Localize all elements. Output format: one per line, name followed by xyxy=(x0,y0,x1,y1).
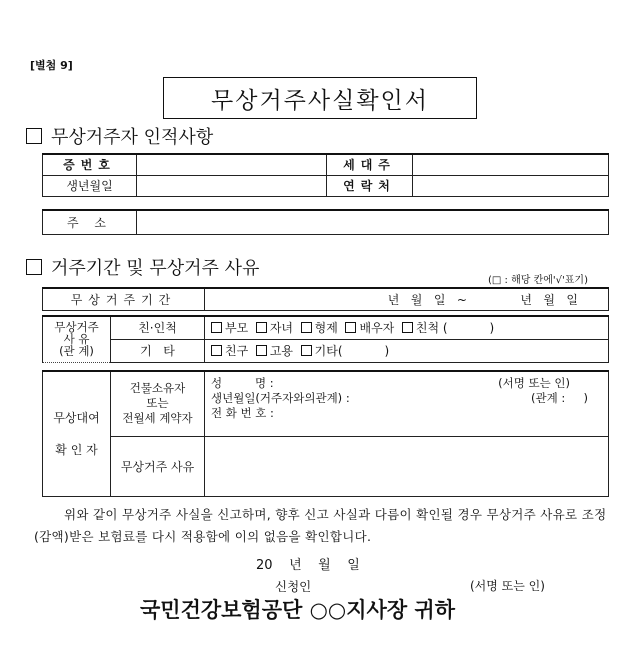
owner-info xyxy=(205,371,609,436)
contact-field[interactable] xyxy=(413,175,609,196)
personal-info-table xyxy=(42,153,609,197)
option-other: 기타( ) xyxy=(314,344,390,358)
confirmer-label-line2: 확 인 자 xyxy=(55,442,98,457)
id-number-field[interactable] xyxy=(137,154,327,175)
option-parents: 부모 xyxy=(225,321,249,336)
checkbox-icon xyxy=(26,259,42,275)
birth-date-label: 생년월일 xyxy=(43,175,137,196)
applicant-sign: (서명 또는 인) xyxy=(470,579,545,593)
option-siblings: 형제 xyxy=(314,321,338,336)
reason-label-line1: 무상거주 xyxy=(54,320,99,335)
option-friend: 친구 xyxy=(225,344,249,358)
option-spouse: 배우자 xyxy=(359,321,395,336)
date-line[interactable]: 20 년 월 일 xyxy=(256,558,360,573)
period-label: 무상거주기간 xyxy=(43,288,205,310)
declaration-text: 위와 같이 무상거주 사실을 신고하며, 향후 신고 사실과 다름이 확인될 경우 무상거주 사유로 조정(감액)받은 보험료를 다시 적용함에 이의 없음을 확인합니다. xyxy=(34,507,607,544)
checkbox-children[interactable] xyxy=(256,322,267,333)
birth-relation-line[interactable]: 생년월일(거주자와의관계) : xyxy=(211,391,350,405)
address-label: 주 소 xyxy=(43,210,137,234)
household-head-field[interactable] xyxy=(413,154,609,175)
checkbox-other[interactable] xyxy=(301,345,312,356)
reason-label xyxy=(43,316,111,362)
confirmer-label-line1: 무상대여 xyxy=(53,410,100,425)
checkbox-spouse[interactable] xyxy=(345,322,356,333)
applicant-label: 신청인 xyxy=(275,579,312,594)
marking-note: (□ : 해당 칸에'√'표기) xyxy=(488,275,588,286)
name-line[interactable]: 성 명 : xyxy=(211,376,274,390)
checkbox-siblings[interactable] xyxy=(301,322,312,333)
checkbox-friend[interactable] xyxy=(211,345,222,356)
confirmer-label xyxy=(43,371,111,496)
checkbox-icon xyxy=(26,128,42,144)
other-label: 기 타 xyxy=(111,339,205,362)
document-title: 무상거주사실확인서 xyxy=(163,77,477,119)
form-label: [별첨 9] xyxy=(30,59,73,72)
option-children: 자녀 xyxy=(269,321,294,336)
recipient-line: 국민건강보험공단 ○○지사장 귀하 xyxy=(140,597,455,622)
owner-label-line3: 전월세 계약자 xyxy=(122,411,193,426)
free-reason-field[interactable] xyxy=(205,436,609,496)
free-reason-label: 무상거주 사유 xyxy=(111,436,205,496)
reason-label-line2: 사 유 xyxy=(63,332,90,347)
sign-line: (서명 또는 인) xyxy=(498,376,570,390)
section-title: 거주기간 및 무상거주 사유 xyxy=(51,258,260,279)
relatives-options xyxy=(205,316,609,339)
confirmer-table xyxy=(42,370,609,497)
period-table xyxy=(42,287,609,311)
address-field[interactable] xyxy=(137,210,609,234)
section-heading-personal xyxy=(26,123,213,149)
checkbox-relative[interactable] xyxy=(402,322,413,333)
reason-table xyxy=(42,315,609,363)
address-table xyxy=(42,209,609,235)
checkbox-parents[interactable] xyxy=(211,322,222,333)
option-employment: 고용 xyxy=(269,344,294,358)
reason-label-line3: (관 계) xyxy=(59,344,94,359)
household-head-label: 세대주 xyxy=(327,154,413,175)
checkbox-employment[interactable] xyxy=(256,345,267,356)
owner-label-line2: 또는 xyxy=(146,396,169,411)
relation-line: (관계 : ) xyxy=(531,391,588,405)
contact-label: 연락처 xyxy=(327,175,413,196)
option-relative: 친척 ( ) xyxy=(415,321,495,336)
id-number-label: 증번호 xyxy=(43,154,137,175)
owner-label xyxy=(111,371,205,436)
phone-line[interactable]: 전 화 번 호 : xyxy=(211,406,274,420)
birth-date-field[interactable] xyxy=(137,175,327,196)
section-title: 무상거주자 인적사항 xyxy=(51,127,214,148)
other-options xyxy=(205,339,609,362)
relatives-label: 친·인척 xyxy=(111,316,205,339)
period-value[interactable]: 년 월 일 ~ 년 월 일 xyxy=(205,288,609,310)
owner-label-line1: 건물소유자 xyxy=(129,381,186,396)
section-heading-residence xyxy=(26,254,259,280)
